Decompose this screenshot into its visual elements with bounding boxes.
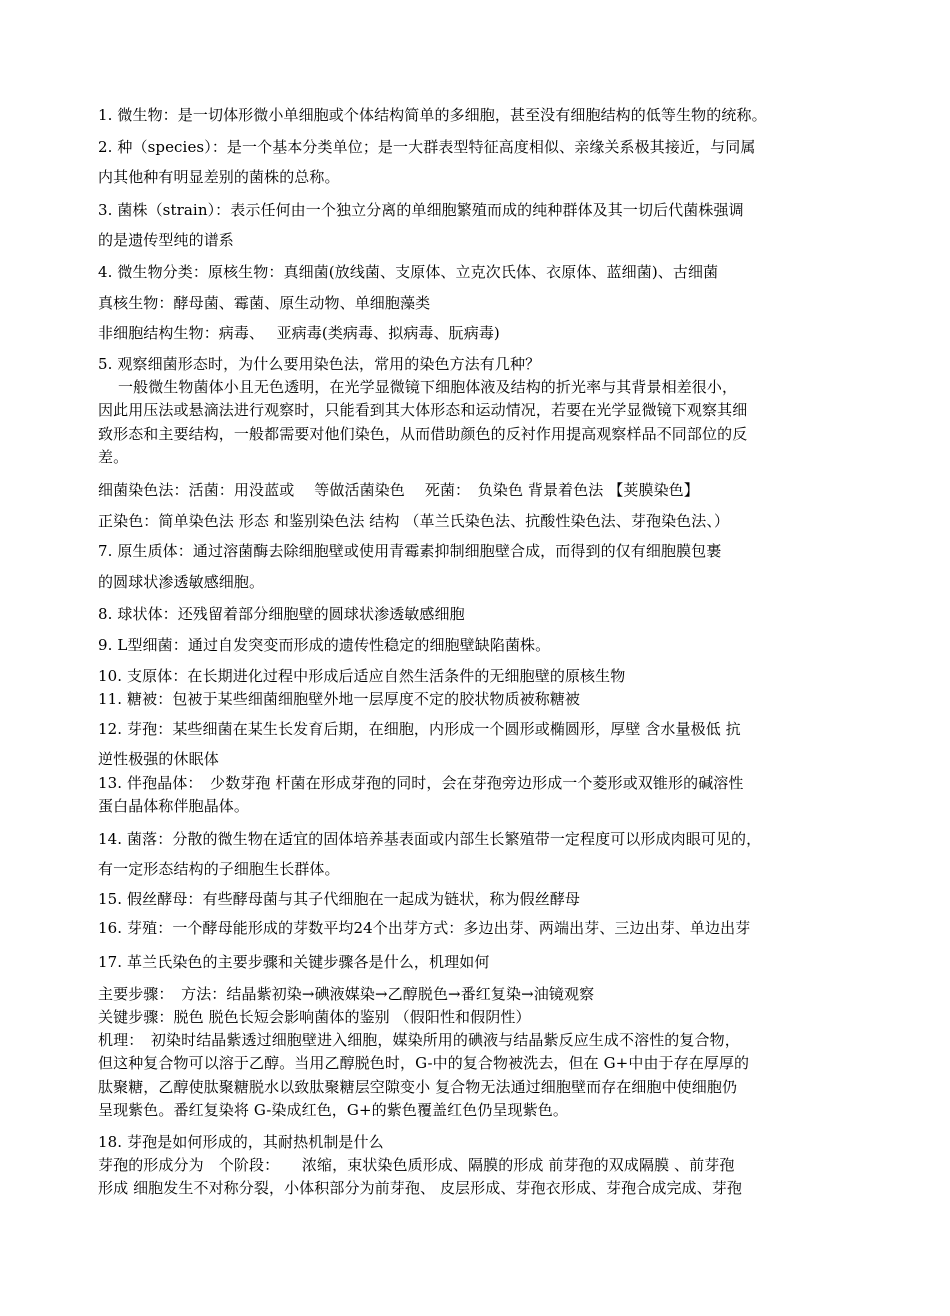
text-line: 的是遗传型纯的谱系: [98, 231, 234, 249]
text-line: 8. 球状体：还残留着部分细胞壁的圆球状渗透敏感细胞: [98, 605, 465, 623]
text-line: 非细胞结构生物：病毒、 亚病毒(类病毒、拟病毒、朊病毒): [98, 324, 500, 342]
text-line: 11. 糖被：包被于某些细菌细胞壁外地一层厚度不定的胶状物质被称糖被: [98, 690, 581, 708]
text-line: 10. 支原体：在长期进化过程中形成后适应自然生活条件的无细胞壁的原核生物: [98, 667, 626, 685]
text-line: 9. L型细菌：通过自发突变而形成的遗传性稳定的细胞壁缺陷菌株。: [98, 636, 551, 654]
text-line: 形成 细胞发生不对称分裂，小体积部分为前芽孢、 皮层形成、芽孢衣形成、芽孢合成完成、芽孢: [98, 1179, 742, 1197]
text-line: 15. 假丝酵母：有些酵母菌与其子代细胞在一起成为链状，称为假丝酵母: [98, 890, 581, 908]
text-line: 正染色：简单染色法 形态 和鉴别染色法 结构 （革兰氏染色法、抗酸性染色法、芽孢染色法、）: [98, 512, 730, 530]
text-line: 肽聚糖，乙醇使肽聚糖脱水以致肽聚糖层空隙变小 复合物无法通过细胞壁而存在细胞中使细胞仍: [98, 1078, 738, 1096]
text-line: 真核生物：酵母菌、霉菌、原生动物、单细胞藻类: [98, 294, 431, 312]
text-line: 17. 革兰氏染色的主要步骤和关键步骤各是什么，机理如何: [98, 953, 490, 971]
text-line: 致形态和主要结构，一般都需要对他们染色，从而借助颜色的反衬作用提高观察样品不同部位的反: [98, 425, 748, 443]
text-line: 机理： 初染时结晶紫透过细胞壁进入细胞，媒染所用的碘液与结晶紫反应生成不溶性的复合物，: [98, 1031, 740, 1049]
text-line: 因此用压法或悬滴法进行观察时，只能看到其大体形态和运动情况，若要在光学显微镜下观察其细: [98, 401, 748, 419]
text-line: 1. 微生物：是一切体形微小单细胞或个体结构简单的多细胞，甚至没有细胞结构的低等生物的统称。: [98, 106, 767, 124]
text-line: 呈现紫色。番红复染将 G-染成红色，G+的紫色覆盖红色仍呈现紫色。: [98, 1101, 568, 1119]
text-line: 3. 菌株（strain）：表示任何由一个独立分离的单细胞繁殖而成的纯种群体及其一切后代菌株强调: [98, 201, 744, 219]
text-line: 逆性极强的休眠体: [98, 750, 219, 768]
text-line: 16. 芽殖：一个酵母能形成的芽数平均24个出芽方式：多边出芽、两端出芽、三边出芽、单边出芽: [98, 919, 751, 937]
text-line: 12. 芽孢：某些细菌在某生长发育后期，在细胞，内形成一个圆形或椭圆形，厚壁 含水量极低 抗: [98, 720, 741, 738]
text-line: 18. 芽孢是如何形成的，其耐热机制是什么: [98, 1133, 384, 1151]
text-line: 主要步骤： 方法：结晶紫初染→碘液媒染→乙醇脱色→番红复染→油镜观察: [98, 985, 595, 1003]
text-line: 7. 原生质体：通过溶菌酶去除细胞壁或使用青霉素抑制细胞壁合成，而得到的仅有细胞膜包裹: [98, 542, 722, 560]
text-line: 的圆球状渗透敏感细胞。: [98, 573, 265, 591]
text-line: 一般微生物菌体小且无色透明，在光学显微镜下细胞体液及结构的折光率与其背景相差很小，: [118, 378, 738, 396]
text-line: 5. 观察细菌形态时，为什么要用染色法，常用的染色方法有几种？: [98, 355, 541, 373]
text-line: 13. 伴孢晶体： 少数芽孢 杆菌在形成芽孢的同时，会在芽孢旁边形成一个菱形或双锥形的碱溶性: [98, 774, 744, 792]
text-line: 有一定形态结构的子细胞生长群体。: [98, 860, 340, 878]
text-line: 蛋白晶体称伴胞晶体。: [98, 797, 250, 815]
text-line: 芽孢的形成分为 个阶段： 浓缩，束状染色质形成、隔膜的形成 前芽孢的双成隔膜 、前芽孢: [98, 1156, 735, 1174]
text-line: 关键步骤：脱色 脱色长短会影响菌体的鉴别 （假阳性和假阴性）: [98, 1008, 531, 1026]
text-line: 但这种复合物可以溶于乙醇。当用乙醇脱色时，G-中的复合物被洗去，但在 G+中由于存在厚厚的: [98, 1054, 750, 1072]
text-line: 差。: [98, 448, 129, 466]
text-line: 4. 微生物分类：原核生物：真细菌(放线菌、支原体、立克次氏体、衣原体、蓝细菌)、古细菌: [98, 263, 719, 281]
text-line: 内其他种有明显差别的菌株的总称。: [98, 168, 340, 186]
text-line: 2. 种（species）：是一个基本分类单位；是一大群表型特征高度相似、亲缘关系极其接近，与同属: [98, 138, 756, 156]
text-line: 14. 菌落：分散的微生物在适宜的固体培养基表面或内部生长繁殖带一定程度可以形成肉眼可见的，: [98, 830, 762, 848]
text-line: 细菌染色法：活菌：用没蓝或 等做活菌染色 死菌： 负染色 背景着色法 【荚膜染色】: [98, 481, 699, 499]
